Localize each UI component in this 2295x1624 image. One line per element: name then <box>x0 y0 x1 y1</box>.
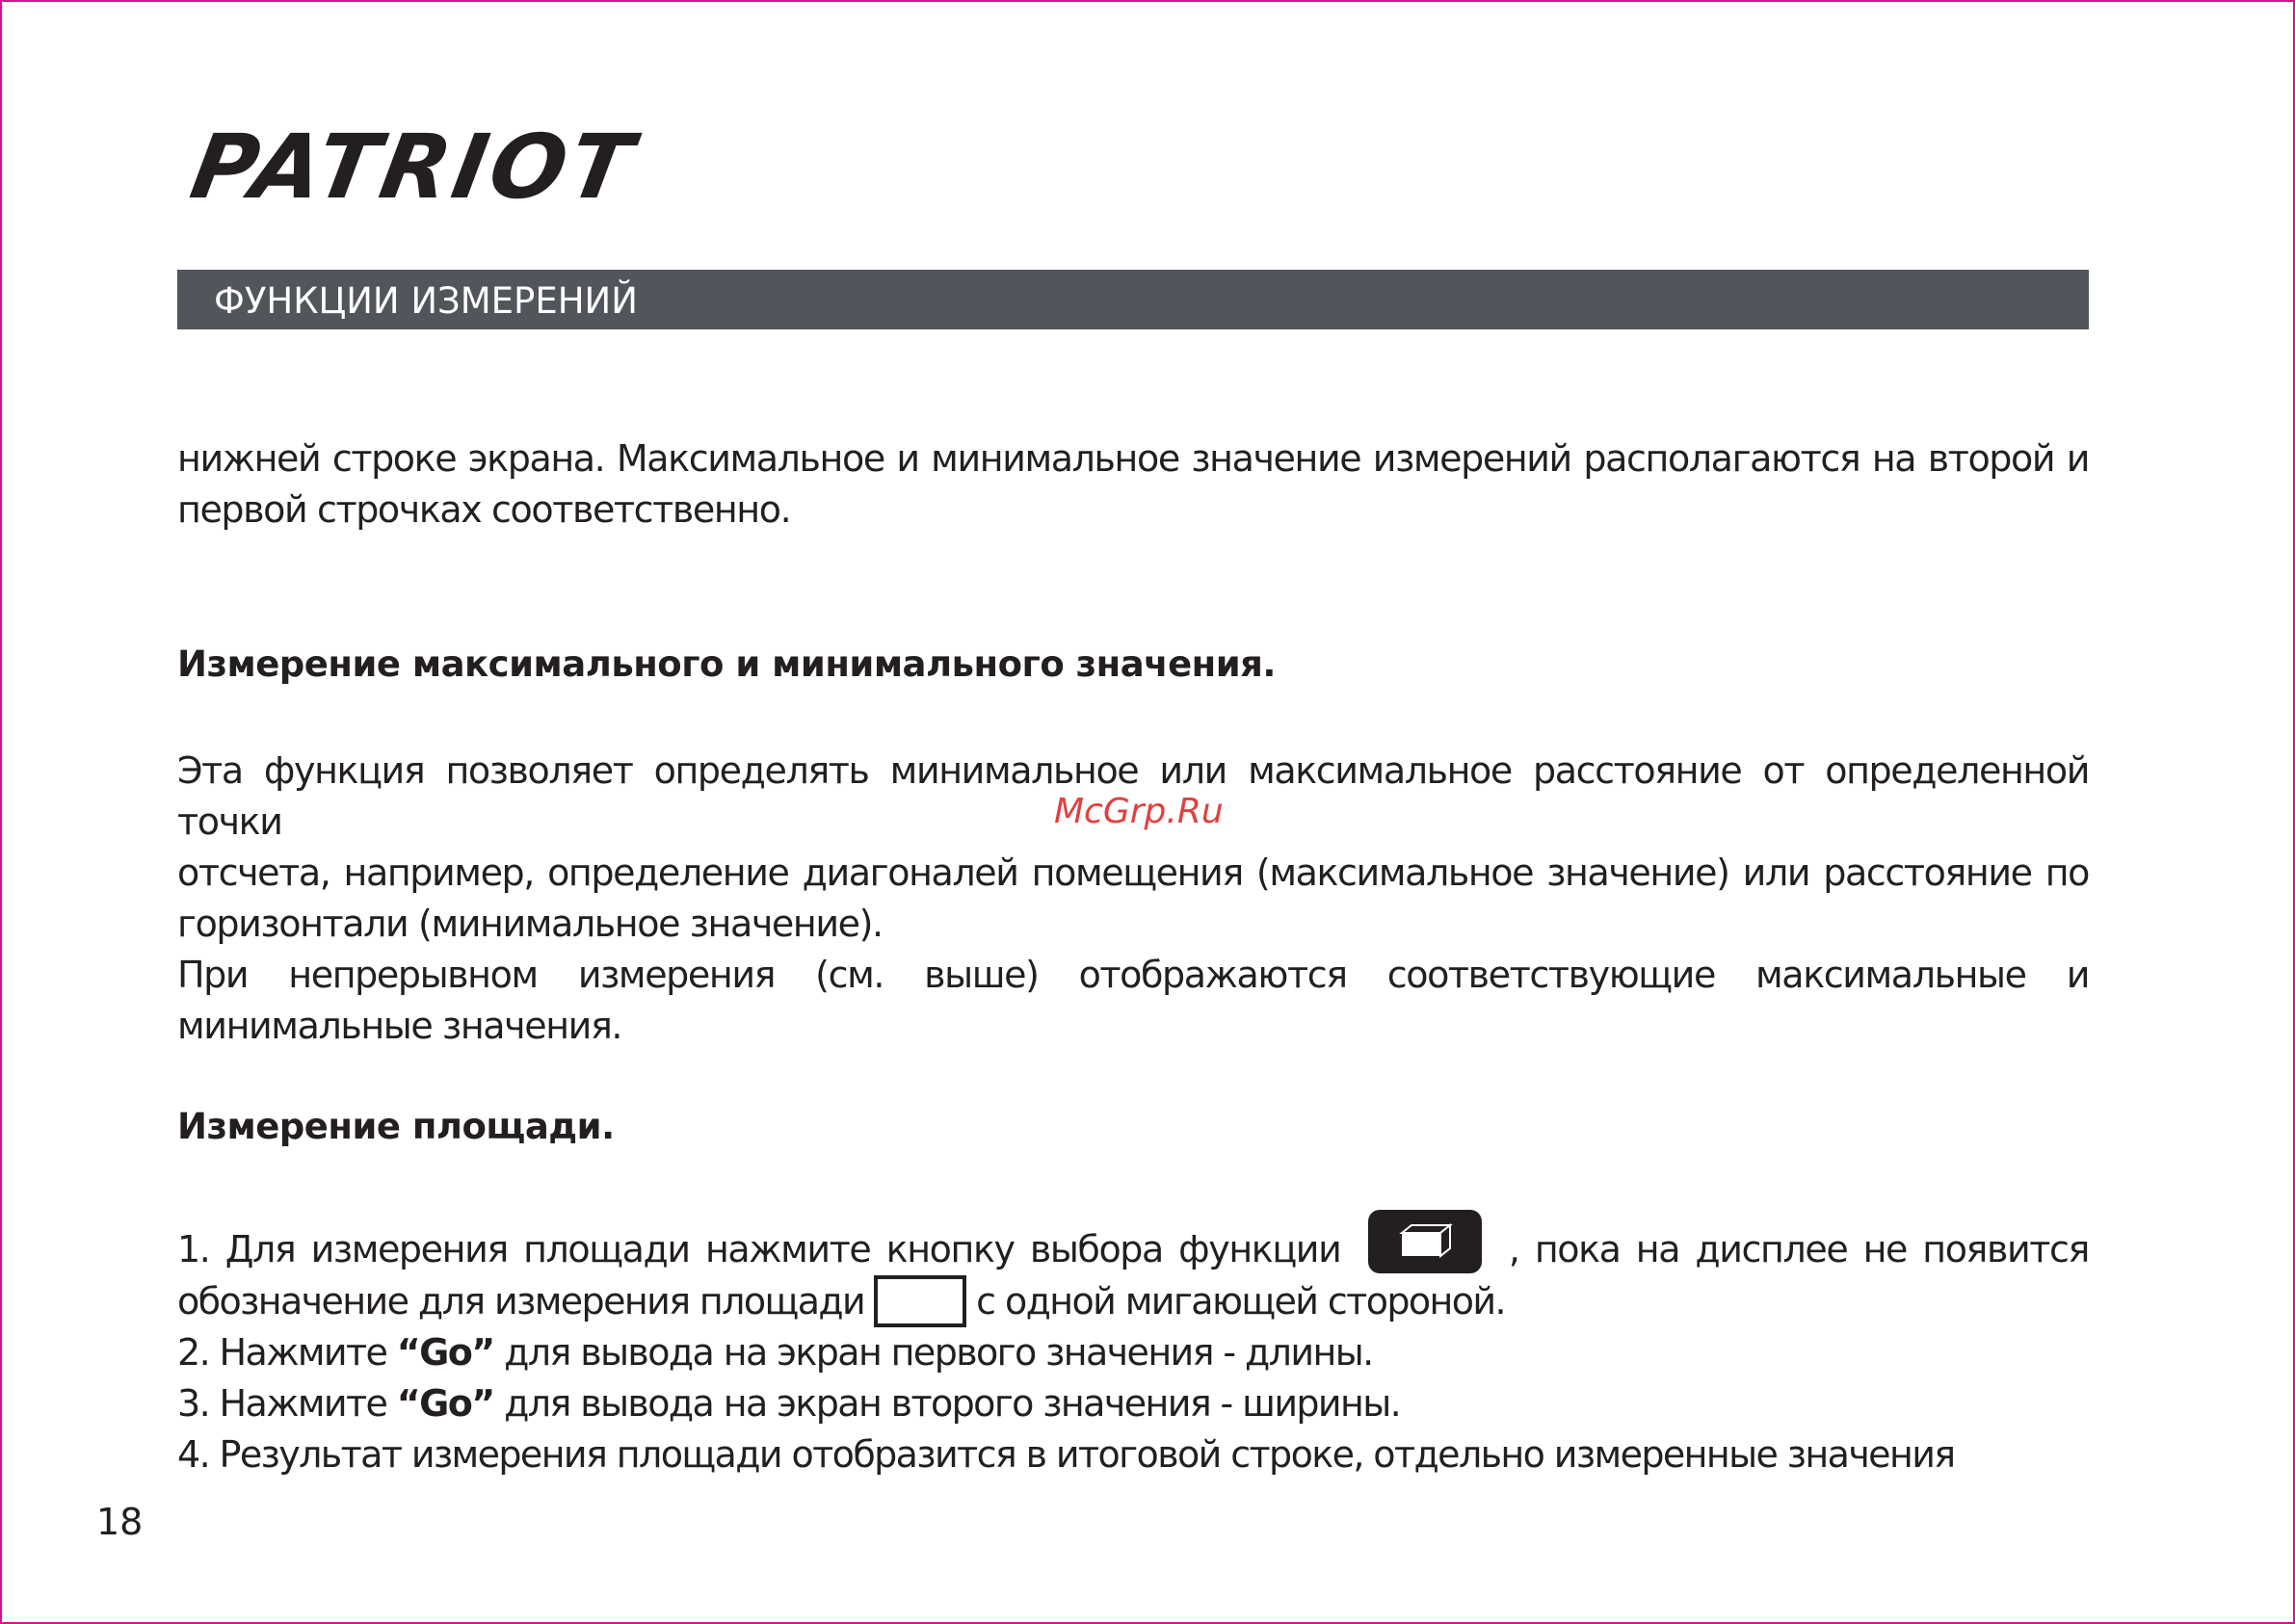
minmax-p1-line-1: Эта функция позволяет определять минимальное или максимальное расстояние от определенной точки <box>177 749 2089 843</box>
area-step-3-prefix: 3. Нажмите <box>177 1382 397 1425</box>
area-step-1-line-2 <box>177 1275 2089 1327</box>
section-header-bar <box>177 270 2089 329</box>
area-step-3-suffix: для вывода на экран второго значения - ширины. <box>493 1382 1401 1425</box>
area-step-3-go: “Go” <box>396 1382 494 1425</box>
area-step-1-line-2-text-b: с одной мигающей стороной. <box>976 1280 1506 1323</box>
minmax-p1-line-3: горизонтали (минимальное значение). <box>177 903 883 945</box>
minmax-p2-line-2: минимальные значения. <box>177 1005 622 1047</box>
intro-line-1: нижней строке экрана. Максимальное и минимальное значение измерений располагаются на второй и <box>177 437 2089 480</box>
watermark: McGrp.Ru <box>1054 792 1224 831</box>
area-step-2-prefix: 2. Нажмите <box>177 1331 397 1374</box>
area-step-2-go: “Go” <box>396 1331 494 1374</box>
area-heading: Измерение площади. <box>177 1106 615 1147</box>
area-step-3 <box>177 1378 2089 1429</box>
area-function-button-icon <box>1368 1210 1482 1273</box>
patriot-logo: PATRIOT <box>183 116 644 219</box>
intro-line-2: первой строчках соответственно. <box>177 488 791 531</box>
intro-paragraph <box>177 433 2089 536</box>
area-step-1-text-b: , пока на дисплее не появится <box>1508 1228 2089 1270</box>
page-number: 18 <box>96 1501 144 1543</box>
area-step-1-line-1 <box>177 1210 2089 1275</box>
area-step-1-line-2-text-a: обозначение для измерения площади <box>177 1280 865 1323</box>
area-steps <box>177 1210 2089 1480</box>
minmax-heading: Измерение максимального и минимального значения. <box>177 643 1276 685</box>
area-step-4: 4. Результат измерения площади отобразится в итоговой строке, отдельно измеренные значения <box>177 1433 1955 1476</box>
area-step-2 <box>177 1327 2089 1378</box>
section-title: ФУНКЦИИ ИЗМЕРЕНИЙ <box>214 280 638 322</box>
area-step-2-suffix: для вывода на экран первого значения - длины. <box>493 1331 1373 1374</box>
area-symbol-icon <box>874 1275 966 1327</box>
minmax-p2-line-1: При непрерывном измерения (см. выше) отображаются соответствующие максимальные и <box>177 954 2089 996</box>
area-step-1-text-a: 1. Для измерения площади нажмите кнопку выбора функции <box>177 1228 1341 1270</box>
minmax-p1-line-2: отсчета, например, определение диагоналей помещения (максимальное значение) или расстояние по <box>177 851 2089 894</box>
